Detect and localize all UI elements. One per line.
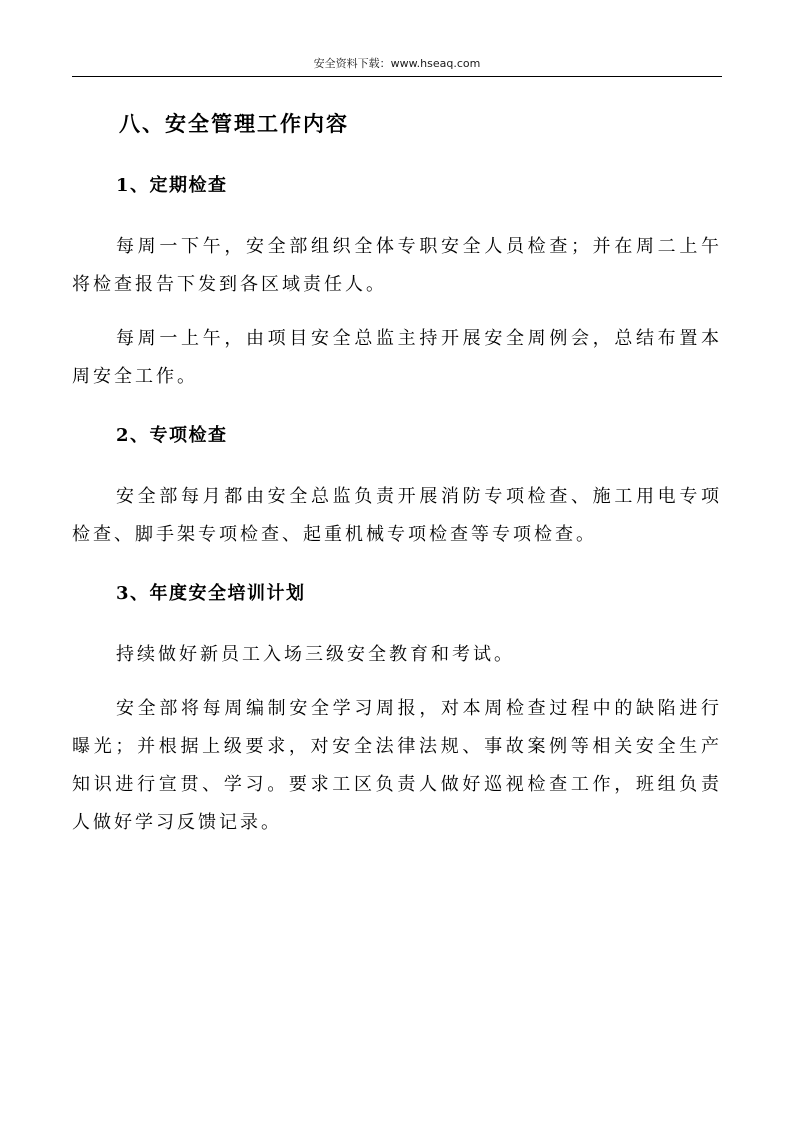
section-heading-3: 3、年度安全培训计划	[116, 583, 306, 604]
paragraph: 安全部将每周编制安全学习周报，对本周检查过程中的缺陷进行曝光；并根据上级要求，对安全法律法规、事故案例等相关安全生产知识进行宣贯、学习。要求工区负责人做好巡视检查工作，班组负责人做好学习反馈记录。	[72, 698, 722, 833]
page-header	[72, 52, 722, 77]
document-body	[72, 100, 722, 842]
paragraph: 持续做好新员工入场三级安全教育和考试。	[116, 644, 515, 665]
paragraph: 每周一上午，由项目安全总监主持开展安全周例会，总结布置本周安全工作。	[72, 328, 722, 387]
section-heading-1: 1、定期检查	[116, 175, 228, 196]
paragraph: 每周一下午，安全部组织全体专职安全人员检查；并在周二上午将检查报告下发到各区域责任人。	[72, 236, 722, 295]
header-text: 安全资料下载：www.hseaq.com	[313, 57, 481, 70]
section-heading-2: 2、专项检查	[116, 425, 228, 446]
paragraph: 安全部每月都由安全总监负责开展消防专项检查、施工用电专项检查、脚手架专项检查、起重机械专项检查等专项检查。	[72, 486, 722, 545]
chapter-title: 八、安全管理工作内容	[119, 111, 349, 136]
